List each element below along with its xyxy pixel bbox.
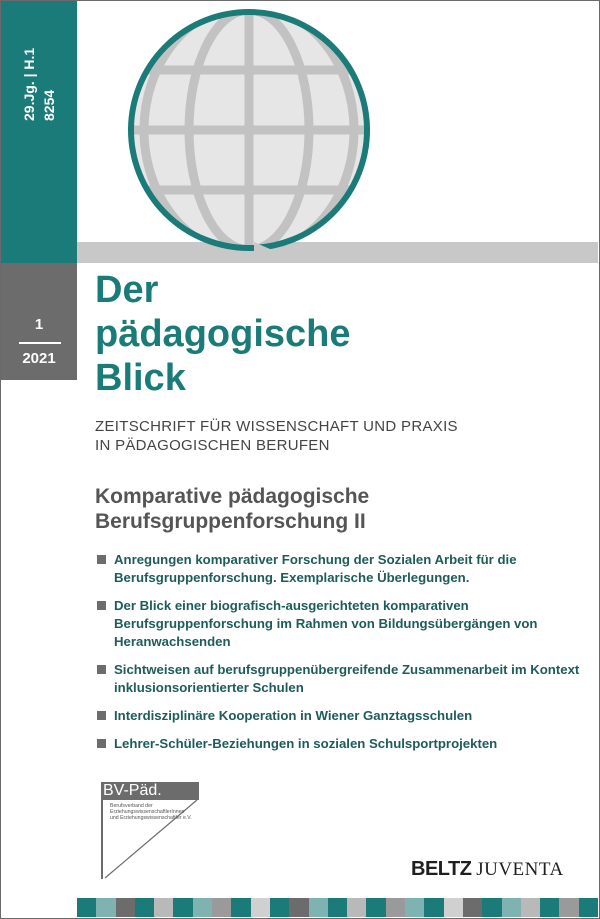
journal-title xyxy=(95,268,351,400)
publisher-beltz: BELTZ xyxy=(411,858,472,880)
color-bar-square xyxy=(173,898,192,917)
globe-icon xyxy=(104,0,404,262)
issue-divider xyxy=(19,342,61,344)
issue-theme xyxy=(95,484,369,534)
article-title: Anregungen komparativer Forschung der Sozialen Arbeit für die Berufsgruppenforschung. Exemplarische Überlegungen. xyxy=(114,552,517,585)
volume-issue: 29.Jg. | H.1 xyxy=(21,47,37,121)
list-item xyxy=(95,551,585,587)
journal-subtitle xyxy=(95,417,458,455)
association-line-3: und Erziehungswissenschaftler e.V. xyxy=(110,815,192,821)
bullet-icon xyxy=(97,665,106,674)
theme-line-1: Komparative pädagogische xyxy=(95,485,370,508)
color-bar-square xyxy=(251,898,270,917)
title-line-2: pädagogische xyxy=(95,313,351,355)
color-bar-square xyxy=(347,898,366,917)
color-bar-square xyxy=(309,898,328,917)
color-bar-square xyxy=(444,898,463,917)
color-bar-square xyxy=(289,898,308,917)
title-line-3: Blick xyxy=(95,357,186,399)
color-bar-strip xyxy=(77,898,598,917)
association-name xyxy=(110,803,220,821)
list-item xyxy=(95,707,585,725)
journal-code: 8254 xyxy=(41,89,57,121)
color-bar-square xyxy=(559,898,578,917)
color-bar-square xyxy=(405,898,424,917)
color-bar-square xyxy=(231,898,250,917)
list-item xyxy=(95,735,585,753)
logo-line xyxy=(101,800,103,879)
color-bar-square xyxy=(463,898,482,917)
color-bar-square xyxy=(96,898,115,917)
theme-line-2: Berufsgruppenforschung II xyxy=(95,510,366,533)
color-bar-square xyxy=(212,898,231,917)
color-bar-square xyxy=(154,898,173,917)
color-bar-square xyxy=(135,898,154,917)
bullet-icon xyxy=(97,739,106,748)
color-bar-square xyxy=(270,898,289,917)
association-line-2: ErziehungswissenschaftlerInnen xyxy=(110,809,185,815)
publisher-juventa: JUVENTA xyxy=(476,859,564,880)
color-bar-square xyxy=(328,898,347,917)
association-logo xyxy=(101,782,201,882)
bullet-icon xyxy=(97,601,106,610)
list-item xyxy=(95,661,585,697)
list-item xyxy=(95,597,585,651)
publisher-logo xyxy=(411,858,564,881)
color-bar-square xyxy=(540,898,559,917)
color-bar-square xyxy=(116,898,135,917)
color-bar-square xyxy=(366,898,385,917)
spine-teal xyxy=(1,1,77,263)
subtitle-line-2: IN PÄDAGOGISCHEN BERUFEN xyxy=(95,437,330,454)
color-bar-square xyxy=(424,898,443,917)
spine-text xyxy=(19,11,67,121)
color-bar-square xyxy=(502,898,521,917)
article-list xyxy=(95,551,585,763)
bullet-icon xyxy=(97,555,106,564)
title-line-1: Der xyxy=(95,269,159,311)
color-bar-square xyxy=(579,898,598,917)
article-title: Lehrer-Schüler-Beziehungen in sozialen Schulsportprojekten xyxy=(114,736,498,751)
logo-text: BV-Päd. xyxy=(101,782,199,800)
color-bar-square xyxy=(77,898,96,917)
color-bar-square xyxy=(482,898,501,917)
color-bar-square xyxy=(386,898,405,917)
color-bar-square xyxy=(521,898,540,917)
bullet-icon xyxy=(97,711,106,720)
issue-year: 2021 xyxy=(22,350,56,367)
association-line-1: Berufsverband der xyxy=(110,803,153,809)
issue-number: 1 xyxy=(34,316,44,333)
color-bar-square xyxy=(193,898,212,917)
article-title: Der Blick einer biografisch-ausgerichteten komparativen Berufsgruppenforschung im Rahmen von Bildungsübergängen von Heranwachsenden xyxy=(114,598,538,649)
article-title: Interdisziplinäre Kooperation in Wiener Ganztagsschulen xyxy=(114,708,473,723)
article-title: Sichtweisen auf berufsgruppenübergreifende Zusammenarbeit im Kontext inklusionsorientierter Schulen xyxy=(114,662,580,695)
subtitle-line-1: ZEITSCHRIFT FÜR WISSENSCHAFT UND PRAXIS xyxy=(95,418,458,435)
